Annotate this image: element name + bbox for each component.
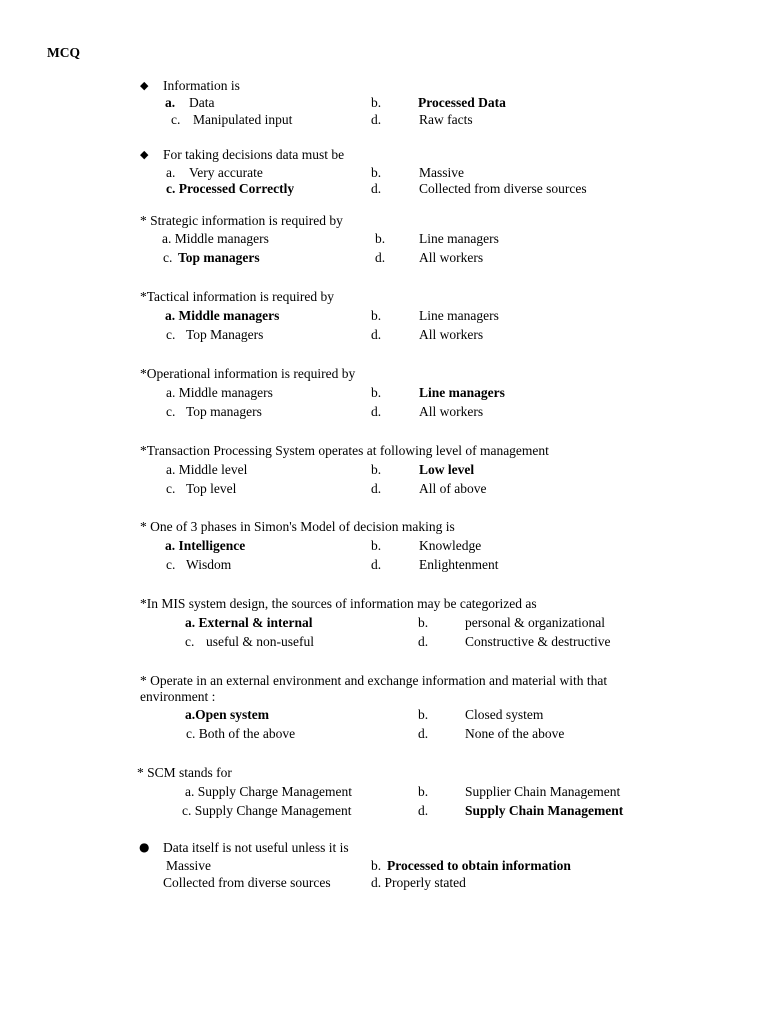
option-c: Wisdom	[186, 557, 232, 572]
option-d: Supply Chain Management	[465, 803, 624, 818]
option-d-letter: d.	[371, 112, 382, 127]
question-text: *Operational information is required by	[140, 366, 356, 381]
option-d-letter: d.	[418, 634, 429, 649]
question-text: *Transaction Processing System operates at following level of management	[140, 443, 549, 458]
question-text: * One of 3 phases in Simon's Model of decision making is	[140, 519, 455, 534]
option-d-letter: d.	[418, 803, 429, 818]
option-b: Supplier Chain Management	[465, 784, 621, 799]
question-text: For taking decisions data must be	[163, 147, 345, 162]
option-c: Top managers	[186, 404, 262, 419]
option-b-letter: b.	[371, 858, 382, 873]
question-text: Information is	[163, 78, 240, 93]
option-c: c. Both of the above	[186, 726, 296, 741]
option-d-letter: d.	[371, 327, 382, 342]
option-b: Closed system	[465, 707, 544, 722]
option-d: Constructive & destructive	[465, 634, 611, 649]
diamond-bullet-icon: ◆	[140, 79, 149, 92]
option-b: Low level	[419, 462, 475, 477]
option-b-letter: b.	[418, 784, 429, 799]
option-c-letter: c.	[166, 557, 176, 572]
option-c: Top level	[186, 481, 237, 496]
question-text: * SCM stands for	[137, 765, 232, 780]
option-a: a. Middle managers	[166, 385, 273, 400]
option-c-letter: c.	[163, 250, 173, 265]
option-c: useful & non-useful	[206, 634, 314, 649]
option-d-letter: d.	[375, 250, 386, 265]
option-c-letter: c.	[185, 634, 195, 649]
option-a: a. Middle managers	[165, 308, 280, 323]
option-a-letter: a.	[165, 95, 176, 110]
question-text: Data itself is not useful unless it is	[163, 840, 349, 855]
option-d-letter: d.	[371, 481, 382, 496]
option-d: Raw facts	[419, 112, 473, 127]
option-a-letter: a.	[166, 165, 176, 180]
option-b-letter: b.	[371, 95, 382, 110]
option-b-letter: b.	[371, 165, 382, 180]
option-b-letter: b.	[375, 231, 386, 246]
option-c: c. Processed Correctly	[166, 181, 295, 196]
option-b: Line managers	[419, 308, 499, 323]
option-d: d. Properly stated	[371, 875, 466, 890]
option-d-letter: d.	[371, 181, 382, 196]
option-b-letter: b.	[418, 615, 429, 630]
question-text-continued: environment :	[140, 689, 216, 704]
option-a: Very accurate	[189, 165, 263, 180]
option-d: None of the above	[465, 726, 565, 741]
option-b: Line managers	[419, 385, 505, 400]
option-b: Processed Data	[418, 95, 506, 110]
option-b-letter: b.	[371, 462, 382, 477]
option-a: a. Middle level	[166, 462, 248, 477]
option-c-letter: c.	[166, 481, 176, 496]
option-c-letter: c.	[166, 327, 176, 342]
option-d: All of above	[419, 481, 487, 496]
page-title: MCQ	[47, 45, 80, 60]
option-d: Collected from diverse sources	[419, 181, 587, 196]
option-a: Data	[189, 95, 215, 110]
option-b-letter: b.	[418, 707, 429, 722]
option-b: personal & organizational	[465, 615, 605, 630]
diamond-bullet-icon: ◆	[140, 148, 149, 161]
option-d: All workers	[419, 404, 484, 419]
option-b-letter: b.	[371, 538, 382, 553]
option-d: All workers	[419, 327, 484, 342]
option-d: Enlightenment	[419, 557, 499, 572]
option-c: c. Supply Change Management	[182, 803, 352, 818]
option-b: Massive	[419, 165, 464, 180]
option-a: a.Open system	[185, 707, 269, 722]
option-a: a. Intelligence	[165, 538, 246, 553]
option-b: Processed to obtain information	[387, 858, 571, 873]
option-c: Manipulated input	[193, 112, 293, 127]
option-c: Top Managers	[186, 327, 264, 342]
option-d-letter: d.	[418, 726, 429, 741]
option-d-letter: d.	[371, 557, 382, 572]
option-b-letter: b.	[371, 385, 382, 400]
option-a: a. External & internal	[185, 615, 313, 630]
option-c: Top managers	[178, 250, 260, 265]
option-c: Collected from diverse sources	[163, 875, 331, 890]
option-b-letter: b.	[371, 308, 382, 323]
question-text: * Strategic information is required by	[140, 213, 343, 228]
question-text: * Operate in an external environment and exchange information and material with that	[140, 673, 608, 688]
option-c-letter: c.	[166, 404, 176, 419]
option-d: All workers	[419, 250, 484, 265]
option-b: Line managers	[419, 231, 499, 246]
question-text: *In MIS system design, the sources of information may be categorized as	[140, 596, 537, 611]
option-a: Massive	[166, 858, 211, 873]
option-b: Knowledge	[419, 538, 482, 553]
question-text: *Tactical information is required by	[140, 289, 334, 304]
option-a: a. Supply Charge Management	[185, 784, 352, 799]
round-bullet-icon: ●	[139, 840, 150, 854]
option-a: a. Middle managers	[162, 231, 269, 246]
option-c-letter: c.	[171, 112, 181, 127]
option-d-letter: d.	[371, 404, 382, 419]
